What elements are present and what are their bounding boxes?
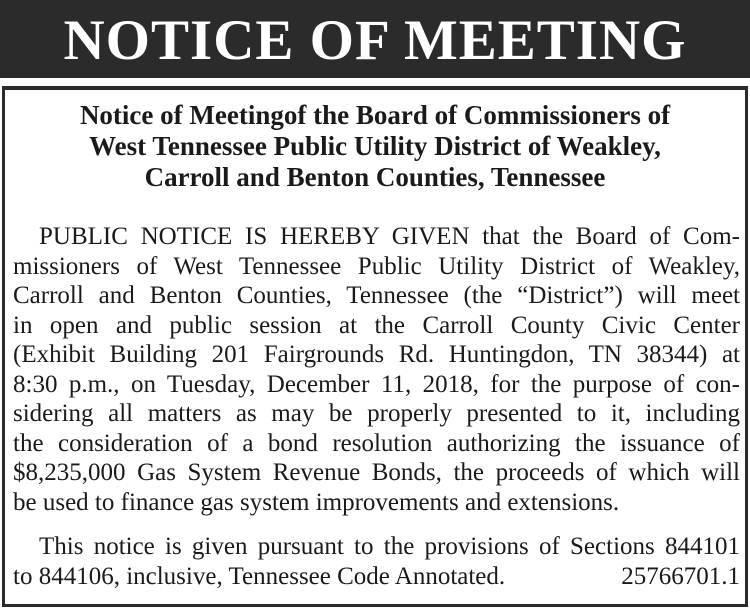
paragraph-line: This notice is given pursuant to the provisions of Sections 844101	[39, 533, 740, 560]
statute-final-row	[13, 562, 740, 592]
paragraph-line: (Exhibit Building 201 Fairgrounds Rd. Huntingdon, TN 38344) at	[13, 341, 740, 368]
reference-number: 25766701.1	[621, 562, 740, 590]
notice-paragraph-main	[13, 222, 740, 517]
notice-banner	[0, 0, 750, 78]
heading-line: Carroll and Benton Counties, Tennessee	[144, 162, 606, 192]
heading-line: Notice of Meetingof the Board of Commissioners of	[79, 100, 671, 130]
paragraph-line: missioners of West Tennessee Public Utility District of Weakley,	[13, 252, 740, 280]
paragraph-line: PUBLIC NOTICE IS HEREBY GIVEN that the Board of Com-	[39, 223, 740, 250]
paragraph-line: 8:30 p.m., on Tuesday, December 11, 2018, for the purpose of con-	[13, 370, 740, 398]
notice-paragraph-statute	[13, 532, 740, 591]
paragraph-line: be used to finance gas system improvements and extensions.	[13, 488, 620, 516]
paragraph-line: the consideration of a bond resolution authorizing the issuance of	[13, 429, 740, 457]
paragraph-line: Carroll and Benton Counties, Tennessee (the “District”) will meet	[13, 282, 740, 309]
paragraph-line: in open and public session at the Carroll County Civic Center	[13, 311, 740, 339]
notice-heading	[0, 100, 750, 193]
paragraph-line: to 844106, inclusive, Tennessee Code Annotated.	[13, 562, 506, 590]
heading-line: West Tennessee Public Utility District of Weakley,	[89, 131, 661, 161]
paragraph-line: sidering all matters as may be properly presented to it, including	[13, 400, 740, 427]
banner-title: NOTICE OF MEETING	[63, 8, 687, 72]
paragraph-line: $8,235,000 Gas System Revenue Bonds, the proceeds of which will	[13, 459, 740, 486]
